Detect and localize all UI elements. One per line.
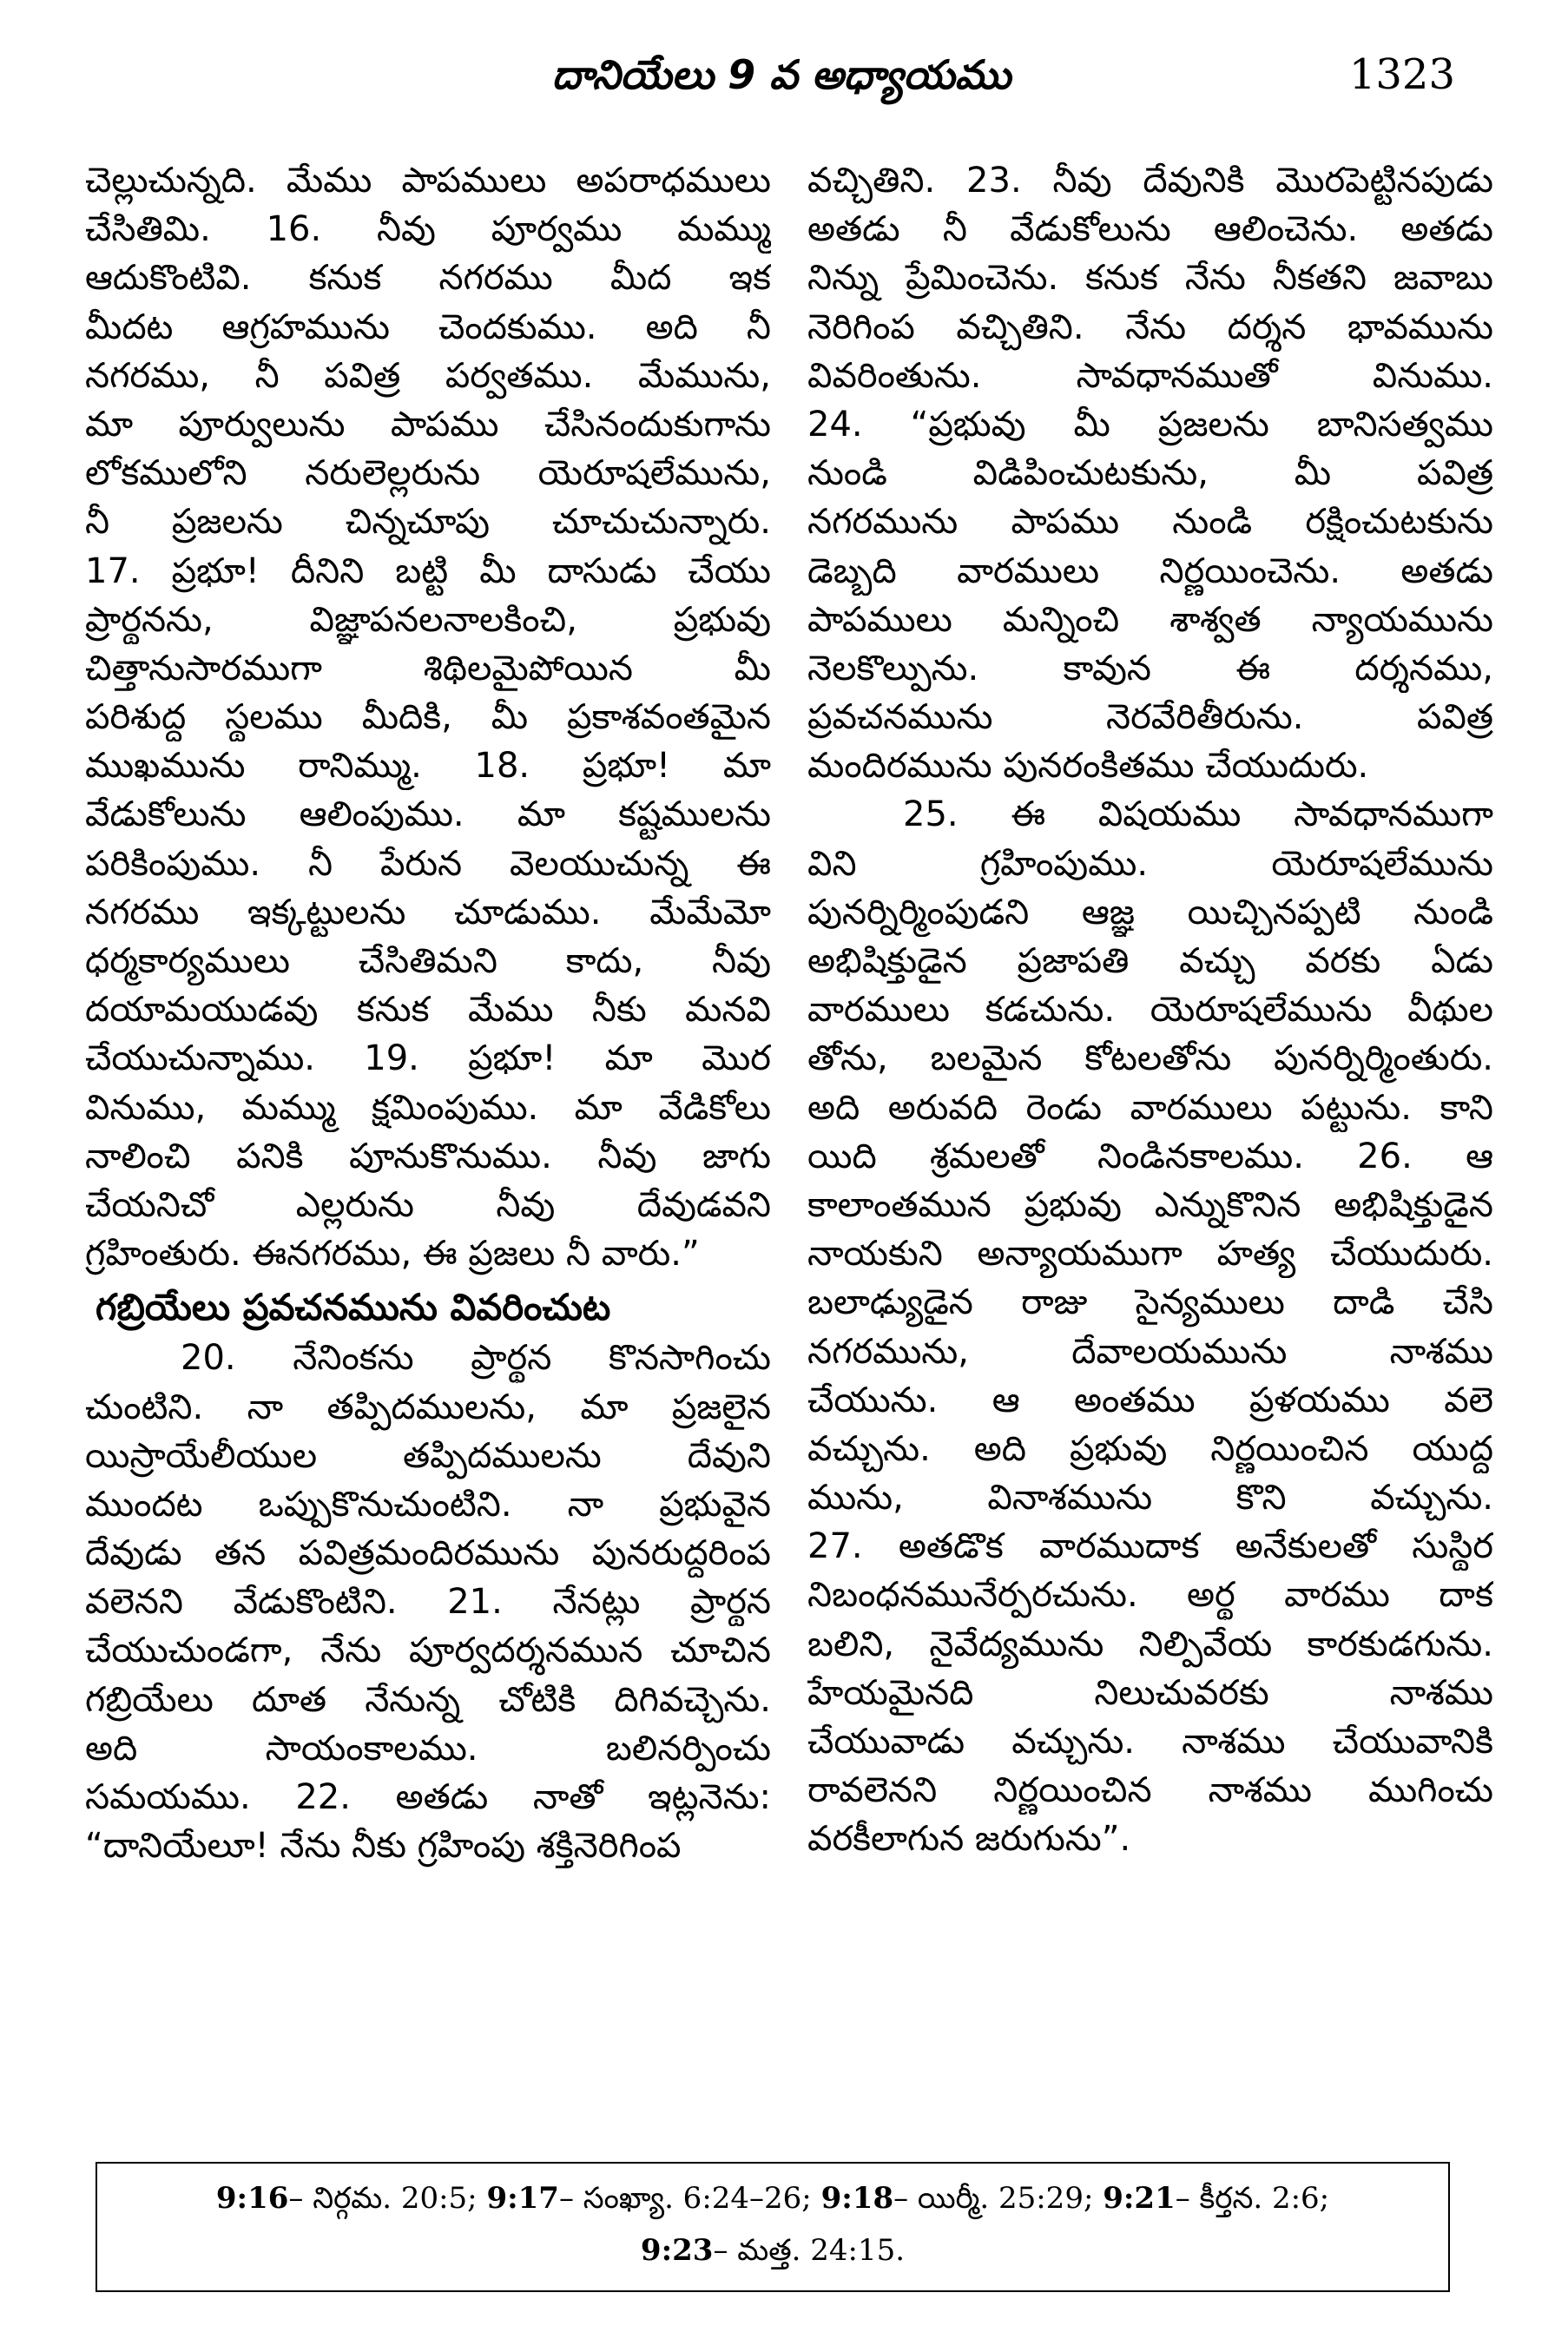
footnote-ref: 9:18 bbox=[820, 2181, 894, 2216]
text-line: గ్రహింతురు. ఈనగరము, ఈ ప్రజలు నీ వారు.” bbox=[85, 1234, 700, 1275]
text-line: పాపములు మన్నించి శాశ్వత న్యాయమును bbox=[807, 599, 1493, 640]
text-line: చెల్లుచున్నది. మేము పాపములు అపరాధములు bbox=[85, 161, 771, 201]
text-line: నగరము, నీ పవిత్ర పర్వతము. మేమును, bbox=[85, 355, 771, 396]
text-line: 20. నేనింకను ప్రార్థన కొనసాగించు bbox=[181, 1338, 771, 1379]
text-line: చుంటిని. నా తప్పిదములను, మా ప్రజలైన bbox=[85, 1387, 771, 1427]
text-line: అతడు నీ వేడుకోలును ఆలించెను. అతడు bbox=[807, 209, 1493, 250]
text-line: 24. “ప్రభువు మీ ప్రజలను బానిసత్వము bbox=[807, 404, 1493, 445]
text-line: నిబంధనమునేర్పరచును. అర్థ వారము దాక bbox=[807, 1575, 1493, 1616]
text-line: నీ ప్రజలను చిన్నచూపు చూచుచున్నారు. bbox=[85, 502, 771, 543]
footnote-box bbox=[96, 2162, 1450, 2292]
text-line: బలాఢ్యుడైన రాజు సైన్యములు దాడి చేసి bbox=[807, 1282, 1493, 1323]
footnote-text: – మత్త. 24:15. bbox=[713, 2233, 906, 2268]
text-line: నాయకుని అన్యాయముగా హత్య చేయుదురు. bbox=[807, 1234, 1493, 1275]
text-line: గబ్రియేలు దూత నేనున్న చోటికి దిగివచ్చెను. bbox=[85, 1679, 771, 1720]
text-line: ఆదుకొంటివి. కనుక నగరము మీద ఇక bbox=[85, 258, 771, 299]
footnote-ref: 9:21 bbox=[1103, 2181, 1176, 2216]
text-line: ప్రార్థనను, విజ్ఞాపనలనాలకించి, ప్రభువు bbox=[85, 599, 771, 640]
text-line: నుండి విడిపించుటకును, మీ పవిత్ర bbox=[807, 453, 1493, 494]
text-line: ప్రవచనమును నెరవేరితీరును. పవిత్ర bbox=[807, 697, 1493, 738]
section-heading: గబ్రియేలు ప్రవచనమును వివరించుట bbox=[96, 1286, 611, 1329]
page-header-title: దానియేలు 9 వ అధ్యాయము bbox=[551, 51, 1011, 98]
text-line: నిన్ను ప్రేమించెను. కనుక నేను నీకతని జవాబు bbox=[807, 258, 1493, 299]
text-line: ముందట ఒప్పుకొనుచుంటిని. నా ప్రభువైన bbox=[85, 1484, 771, 1525]
text-line: నగరమును పాపము నుండి రక్షించుటకును bbox=[807, 502, 1493, 543]
text-line: వలెనని వేడుకొంటిని. 21. నేనట్లు ప్రార్థన bbox=[85, 1582, 771, 1623]
text-line: హేయమైనది నిలుచువరకు నాశము bbox=[807, 1672, 1493, 1713]
footnote-ref: 9:16 bbox=[215, 2181, 289, 2216]
text-line: అది సాయంకాలము. బలినర్పించు bbox=[85, 1728, 771, 1769]
text-line: దేవుడు తన పవిత్రమందిరమును పునరుద్ధరింప bbox=[85, 1533, 771, 1574]
text-line: ధర్మకార్యములు చేసితిమని కాదు, నీవు bbox=[85, 941, 771, 981]
text-line: వరకీలాగున జరుగును”. bbox=[807, 1819, 1131, 1860]
text-line: దయామయుడవు కనుక మేము నీకు మనవి bbox=[85, 990, 771, 1031]
footnote-ref: 9:17 bbox=[486, 2181, 559, 2216]
footnote-line-2 bbox=[97, 2224, 1448, 2276]
text-line: సమయము. 22. అతడు నాతో ఇట్లనెను: bbox=[85, 1777, 771, 1817]
text-line: రావలెనని నిర్ణయించిన నాశము ముగించు bbox=[807, 1770, 1493, 1811]
text-line: నెరిగింప వచ్చితిని. నేను దర్శన భావమును bbox=[807, 306, 1493, 347]
text-line: 17. ప్రభూ! దీనిని బట్టి మీ దాసుడు చేయు bbox=[85, 550, 771, 591]
text-line: విని గ్రహింపుము. యెరూషలేమును bbox=[807, 843, 1493, 884]
left-column-text-b bbox=[85, 1334, 771, 1870]
text-line: వచ్చితిని. 23. నీవు దేవునికి మొరపెట్టినపుడు bbox=[807, 161, 1493, 201]
text-line: అది అరువది రెండు వారములు పట్టును. కాని bbox=[807, 1087, 1493, 1128]
text-line: నెలకొల్పును. కావున ఈ దర్శనము, bbox=[807, 648, 1493, 688]
text-line: 27. అతడొక వారముదాక అనేకులతో సుస్థిర bbox=[807, 1526, 1493, 1567]
text-line: వేడుకోలును ఆలింపుము. మా కష్టములను bbox=[85, 794, 771, 835]
left-column bbox=[85, 156, 771, 1870]
text-line: చేయుచుండగా, నేను పూర్వదర్శనమున చూచిన bbox=[85, 1631, 771, 1671]
text-line: పునర్నిర్మింపుడని ఆజ్ఞ యిచ్చినప్పటి నుండి bbox=[807, 892, 1493, 932]
footnote-text: – సంఖ్యా. 6:24–26; bbox=[558, 2181, 821, 2216]
text-line: “దానియేలూ! నేను నీకు గ్రహింపు శక్తినెరిగింప bbox=[85, 1826, 682, 1867]
text-line: నగరమును, దేవాలయమును నాశము bbox=[807, 1331, 1493, 1372]
footnote-text: – యిర్మీ. 25:29; bbox=[893, 2181, 1104, 2216]
text-line: వివరింతును. సావధానముతో వినుము. bbox=[807, 355, 1493, 396]
text-line: వచ్చును. అది ప్రభువు నిర్ణయించిన యుద్ధ bbox=[807, 1428, 1493, 1469]
right-column bbox=[807, 156, 1493, 1864]
text-line: వినుము, మమ్ము క్షమింపుము. మా వేడికోలు bbox=[85, 1087, 771, 1128]
text-line: చేయుచున్నాము. 19. ప్రభూ! మా మొర bbox=[85, 1038, 771, 1079]
text-line: మందిరమును పునరంకితము చేయుదురు. bbox=[807, 746, 1369, 787]
text-line: పరికింపుము. నీ పేరున వెలయుచున్న ఈ bbox=[85, 843, 771, 884]
text-line: కాలాంతమున ప్రభువు ఎన్నుకొనిన అభిషిక్తుడైన bbox=[807, 1184, 1493, 1225]
text-line: యిది శ్రమలతో నిండినకాలము. 26. ఆ bbox=[807, 1136, 1493, 1176]
text-line: బలిని, నైవేద్యమును నిల్పివేయ కారకుడగును. bbox=[807, 1624, 1493, 1664]
text-line: చేసితిమి. 16. నీవు పూర్వము మమ్ము bbox=[85, 209, 771, 250]
text-line: చేయువాడు వచ్చును. నాశము చేయువానికి bbox=[807, 1722, 1493, 1762]
text-line: చిత్తానుసారముగా శిథిలమైపోయిన మీ bbox=[85, 648, 771, 688]
footnote-text: – కీర్తన. 2:6; bbox=[1175, 2181, 1330, 2216]
text-line: డెబ్బది వారములు నిర్ణయించెను. అతడు bbox=[807, 550, 1493, 591]
text-line: అభిషిక్తుడైన ప్రజాపతి వచ్చు వరకు ఏడు bbox=[807, 941, 1493, 981]
text-line: చేయును. ఆ అంతము ప్రళయము వలె bbox=[807, 1380, 1493, 1420]
text-line: నాలించి పనికి పూనుకొనుము. నీవు జాగు bbox=[85, 1136, 771, 1176]
text-line: మా పూర్వులును పాపము చేసినందుకుగాను bbox=[85, 404, 771, 445]
text-line: యిస్రాయేలీయుల తప్పిదములను దేవుని bbox=[85, 1435, 771, 1476]
footnote-text: – నిర్గమ. 20:5; bbox=[288, 2181, 487, 2216]
text-line: పరిశుద్ధ స్థలము మీదికి, మీ ప్రకాశవంతమైన bbox=[85, 697, 771, 738]
right-column-text-b bbox=[807, 790, 1493, 1863]
footnote-ref: 9:23 bbox=[640, 2233, 714, 2268]
text-line: వారములు కడచును. యెరూషలేమును వీథుల bbox=[807, 990, 1493, 1031]
text-line: చేయనిచో ఎల్లరును నీవు దేవుడవని bbox=[85, 1184, 771, 1225]
text-line: మును, వినాశమును కొని వచ్చును. bbox=[807, 1478, 1493, 1519]
page-number: 1323 bbox=[1348, 50, 1455, 99]
text-line: నగరము ఇక్కట్టులను చూడుము. మేమేమో bbox=[85, 892, 771, 932]
footnote-line-1 bbox=[97, 2172, 1448, 2224]
text-line: 25. ఈ విషయము సావధానముగా bbox=[903, 794, 1493, 835]
left-column-text-a bbox=[85, 156, 771, 1278]
text-line: లోకములోని నరులెల్లరును యెరూషలేమును, bbox=[85, 453, 771, 494]
text-line: మీదట ఆగ్రహమును చెందకుము. అది నీ bbox=[85, 306, 771, 347]
text-line: తోను, బలమైన కోటలతోను పునర్నిర్మింతురు. bbox=[807, 1038, 1493, 1079]
right-column-text-a bbox=[807, 156, 1493, 790]
text-line: ముఖమును రానిమ్ము. 18. ప్రభూ! మా bbox=[85, 746, 771, 787]
